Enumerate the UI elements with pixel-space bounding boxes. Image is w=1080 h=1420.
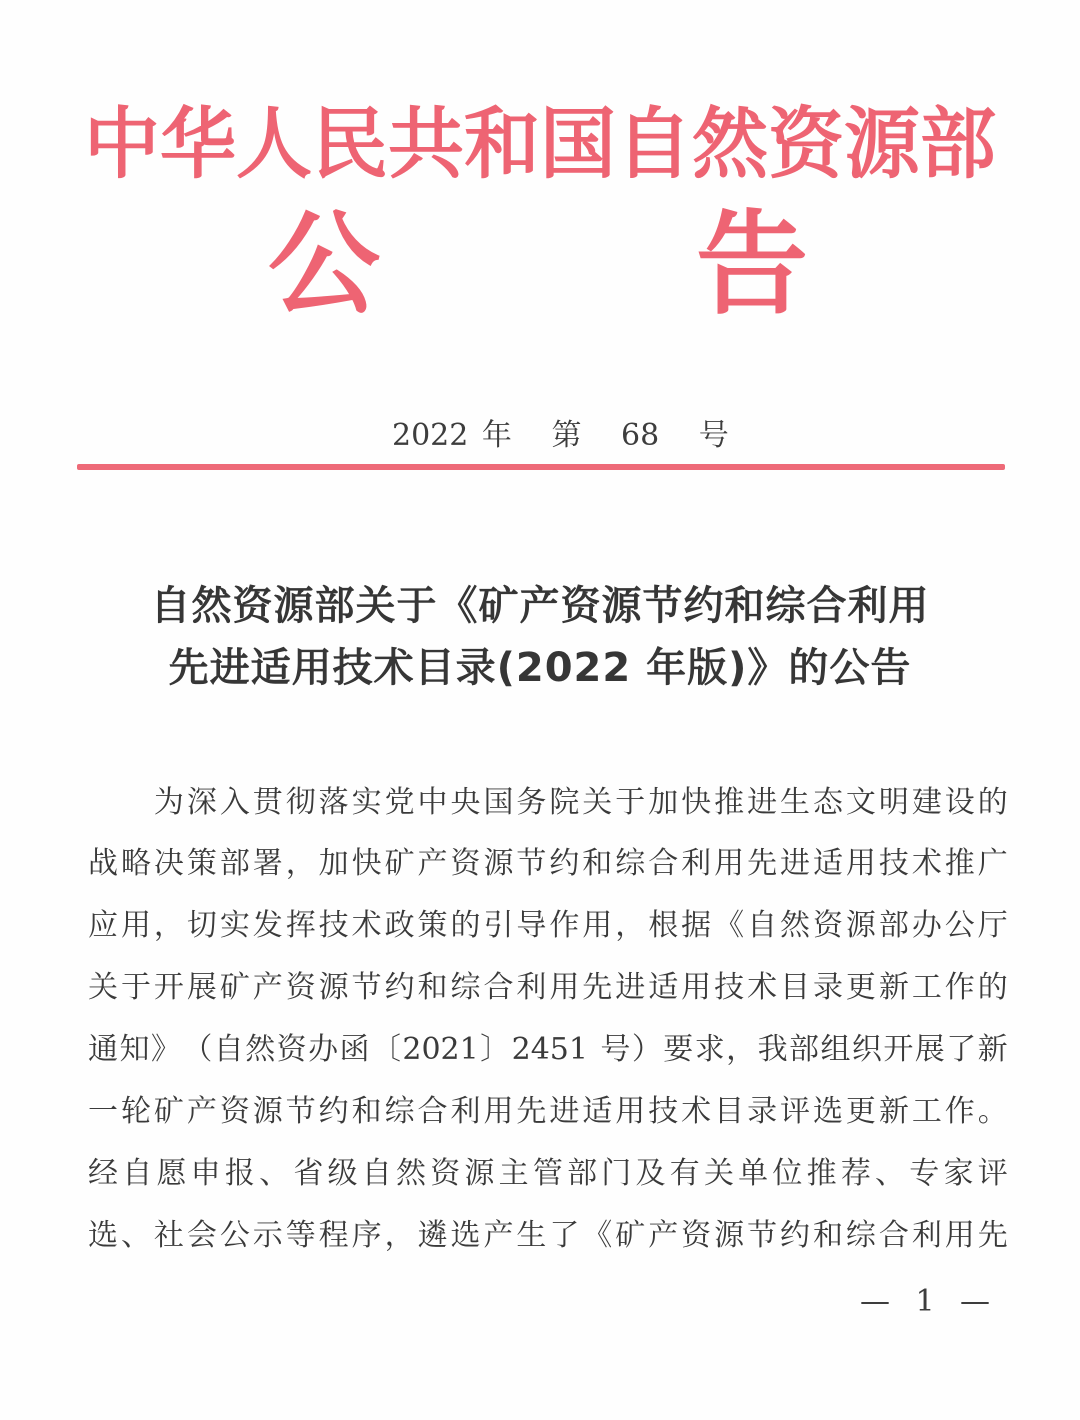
document-type-heading	[0, 200, 1080, 330]
issuer-char: 部	[920, 98, 996, 189]
issuer-char: 国	[540, 98, 616, 189]
body-line: 经 自 愿 申 报 、 省 级 自 然 资 源 主 管 部 门 及 有 关 单 位 推 荐 、 专 家 评	[88, 1156, 1008, 1191]
issuer-char: 资	[768, 98, 844, 189]
issuer-heading	[84, 96, 996, 192]
document-title-line-1: 自然资源部关于《矿产资源节约和综合利用	[150, 583, 930, 629]
issuer-char: 自	[616, 98, 692, 189]
doc-number-prefix: 第	[551, 418, 582, 453]
doc-type-char-gao: 告	[696, 199, 808, 330]
body-line: 通 知 》 （ 自 然 资 办 函 〔 2021 〕 2451 号 ） 要 求 ， 我 部 组 织 开 展 了 新	[88, 1032, 1008, 1067]
issuer-char: 华	[160, 98, 236, 189]
body-line: 为 深 入 贯 彻 落 实 党 中 央 国 务 院 关 于 加 快 推 进 生 态 文 明 建 设 的	[153, 785, 1008, 820]
page-number-dash-right: —	[960, 1284, 990, 1319]
doc-type-char-gong: 公	[268, 199, 380, 330]
body-line: 选 、 社 会 公 示 等 程 序 ， 遴 选 产 生 了 《 矿 产 资 源 节 约 和 综 合 利 用 先	[88, 1218, 1008, 1253]
page-number-value: 1	[915, 1284, 935, 1319]
issuer-char: 民	[312, 98, 388, 189]
issuer-char: 然	[692, 98, 768, 189]
doc-number-suffix: 号	[698, 418, 729, 453]
document-number	[392, 414, 729, 458]
body-line: 关 于 开 展 矿 产 资 源 节 约 和 综 合 利 用 先 进 适 用 技 术 目 录 更 新 工 作 的	[88, 970, 1008, 1005]
issuer-char: 人	[236, 98, 312, 189]
issuer-char: 源	[844, 98, 920, 189]
doc-number-value: 68	[621, 418, 660, 453]
body-line: 一 轮 矿 产 资 源 节 约 和 综 合 利 用 先 进 适 用 技 术 目 录 评 选 更 新 工 作 。	[88, 1094, 1008, 1129]
red-divider-line	[77, 464, 1005, 470]
issuer-char: 中	[84, 98, 160, 189]
body-line: 战 略 决 策 部 署 ， 加 快 矿 产 资 源 节 约 和 综 合 利 用 先 进 适 用 技 术 推 广	[88, 846, 1008, 881]
document-title-line-2: 先进适用技术目录(2022 年版)》的公告	[168, 645, 912, 691]
body-line: 应 用 ， 切 实 发 挥 技 术 政 策 的 引 导 作 用 ， 根 据 《 自 然 资 源 部 办 公 厅	[88, 908, 1008, 943]
issuer-char: 共	[388, 98, 464, 189]
page-number-dash-left: —	[860, 1284, 890, 1319]
doc-number-year-suffix: 年	[481, 418, 512, 453]
doc-number-year: 2022	[392, 418, 469, 453]
issuer-char: 和	[464, 98, 540, 189]
page-number	[860, 1282, 990, 1322]
